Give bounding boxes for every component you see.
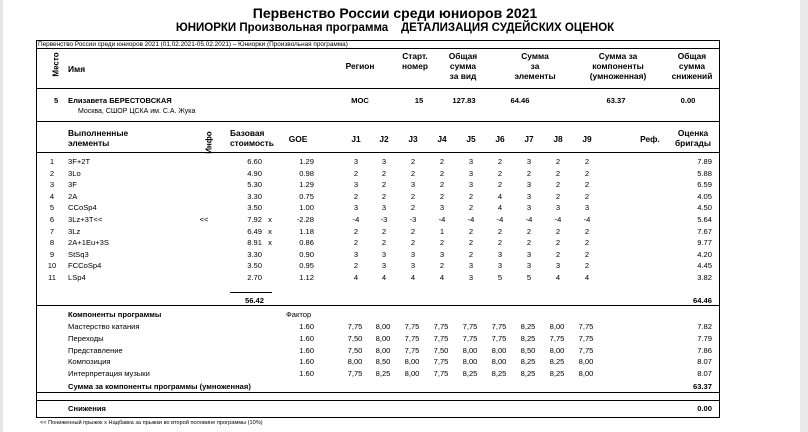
component-judge-score: 7,75: [404, 345, 420, 355]
header-place: Место: [51, 52, 61, 77]
element-goe: 0.90: [299, 249, 314, 259]
element-goe: 1.00: [299, 203, 314, 213]
element-number: 8: [49, 238, 55, 248]
element-number: 4: [49, 191, 55, 201]
element-name: 3Lz+3T<<: [68, 215, 103, 224]
component-judge-score: 8,25: [520, 357, 536, 367]
element-number: 3: [49, 180, 55, 190]
element-judge-score: 2: [439, 157, 445, 166]
subtitle-program: ЮНИОРКИ Произвольная программа: [175, 22, 389, 34]
skater-deductions: 0.00: [680, 96, 696, 105]
element-base-value: 3.30: [247, 249, 262, 259]
component-name: Интерпретация музыки: [68, 369, 150, 379]
element-judge-score: 3: [555, 203, 561, 213]
element-info: <<: [199, 215, 209, 224]
element-judge-score: -4: [496, 215, 504, 224]
component-name: Композиция: [68, 357, 111, 367]
footnote: << Пониженный прыжок x Надбавка за прыжки во второй половине программы (10%): [40, 420, 263, 426]
element-panel-score: 4.20: [697, 249, 712, 259]
element-panel-score: 6.59: [697, 180, 712, 190]
element-judge-score: 2: [555, 180, 561, 190]
deductions-label: Снижения: [68, 404, 106, 413]
divider: [36, 305, 720, 306]
element-judge-score: 3: [468, 273, 474, 282]
element-base-value: 3.50: [247, 261, 262, 271]
element-judge-score: 2: [381, 226, 387, 236]
element-bonus-mark: x: [268, 226, 272, 236]
element-name: 2A: [68, 191, 78, 201]
component-panel-score: 7.79: [697, 333, 712, 343]
element-panel-score: 4.45: [697, 261, 712, 271]
component-panel-score: 7.86: [697, 345, 712, 355]
header-base-value: Базовая стоимость: [230, 128, 274, 148]
judge-header: J6: [495, 134, 505, 144]
element-base-value: 6.60: [247, 157, 262, 166]
element-judge-score: 2: [353, 261, 359, 271]
element-goe: 1.12: [299, 273, 314, 282]
element-judge-score: 2: [526, 168, 532, 178]
header-info: Инфо: [204, 131, 214, 154]
element-judge-score: 2: [555, 238, 561, 248]
element-base-value: 7.92: [247, 215, 262, 224]
components-title: Компоненты программы: [68, 310, 162, 319]
element-panel-score: 3.82: [697, 273, 712, 282]
element-judge-score: -4: [467, 215, 475, 224]
component-judge-score: 7,75: [549, 333, 565, 343]
element-judge-score: 2: [439, 191, 445, 201]
component-judge-score: 7,75: [433, 369, 449, 379]
element-judge-score: 3: [381, 249, 387, 259]
component-factor: 1.60: [299, 369, 314, 379]
element-base-value: 8.91: [247, 238, 262, 248]
element-judge-score: 2: [584, 191, 590, 201]
element-goe: -2.28: [296, 215, 314, 224]
element-judge-score: 1: [439, 226, 445, 236]
element-judge-score: 2: [410, 238, 416, 248]
component-judge-score: 8,00: [549, 345, 565, 355]
element-judge-score: 5: [526, 273, 532, 282]
element-judge-score: 2: [555, 191, 561, 201]
element-name: 2A+1Eu+3S: [68, 238, 109, 248]
element-goe: 0.86: [299, 238, 314, 248]
element-judge-score: -3: [409, 215, 417, 224]
component-judge-score: 7,50: [347, 345, 363, 355]
header-region: Регион: [345, 61, 375, 71]
element-judge-score: 2: [584, 157, 590, 166]
element-panel-score: 9.77: [697, 238, 712, 248]
component-name: Мастерство катания: [68, 322, 140, 331]
element-goe: 1.29: [299, 180, 314, 190]
subtitle-report: ДЕТАЛИЗАЦИЯ СУДЕЙСКИХ ОЦЕНОК: [400, 22, 615, 34]
element-judge-score: -3: [380, 215, 388, 224]
element-judge-score: 3: [468, 157, 474, 166]
element-judge-score: 2: [555, 226, 561, 236]
element-judge-score: -4: [583, 215, 591, 224]
element-judge-score: 3: [381, 157, 387, 166]
component-judge-score: 8,00: [462, 357, 478, 367]
component-judge-score: 8,50: [520, 345, 536, 355]
component-judge-score: 7,75: [462, 322, 478, 331]
element-judge-score: -4: [438, 215, 446, 224]
element-judge-score: 2: [584, 238, 590, 248]
component-judge-score: 8,00: [375, 333, 391, 343]
component-name: Переходы: [68, 333, 104, 343]
component-judge-score: 7,75: [491, 322, 507, 331]
element-judge-score: 2: [381, 238, 387, 248]
element-judge-score: 2: [468, 249, 474, 259]
divider: [230, 292, 272, 293]
element-bonus-mark: x: [268, 238, 272, 248]
element-judge-score: 4: [497, 203, 503, 213]
element-judge-score: 2: [410, 203, 416, 213]
component-judge-score: 8,25: [375, 369, 391, 379]
skater-pcs: 63.37: [606, 96, 626, 105]
skater-club: Москва, СШОР ЦСКА им. С.А. Жука: [78, 108, 196, 115]
judge-header: J3: [408, 134, 418, 144]
element-judge-score: 2: [439, 261, 445, 271]
component-judge-score: 8,00: [491, 357, 507, 367]
header-deductions: Общая сумма снижений: [671, 51, 713, 81]
component-judge-score: 7,75: [433, 333, 449, 343]
divider: [36, 48, 720, 49]
element-judge-score: 2: [468, 191, 474, 201]
element-judge-score: 2: [497, 226, 503, 236]
judge-header: J8: [553, 134, 563, 144]
divider: [36, 88, 720, 89]
deductions-value: 0.00: [697, 404, 712, 413]
component-judge-score: 8,00: [404, 357, 420, 367]
element-judge-score: 3: [353, 249, 359, 259]
component-factor: 1.60: [299, 345, 314, 355]
page-edge-left: [0, 0, 3, 432]
element-name: 3Lo: [68, 168, 81, 178]
element-judge-score: 3: [410, 261, 416, 271]
element-judge-score: 4: [439, 273, 445, 282]
elements-total-base: 56.42: [244, 296, 264, 305]
element-judge-score: 2: [468, 238, 474, 248]
element-judge-score: 4: [497, 191, 503, 201]
component-judge-score: 8,00: [375, 322, 391, 331]
element-judge-score: 3: [526, 249, 532, 259]
element-name: 3Lz: [68, 226, 81, 236]
element-judge-score: -4: [525, 215, 533, 224]
component-judge-score: 8,00: [491, 345, 507, 355]
element-judge-score: 4: [381, 273, 387, 282]
element-judge-score: 2: [353, 238, 359, 248]
header-panel-score: Оценка бригады: [674, 128, 712, 148]
element-panel-score: 5.88: [697, 168, 712, 178]
element-name: StSq3: [68, 249, 89, 259]
element-judge-score: 3: [526, 157, 532, 166]
component-judge-score: 7,50: [347, 333, 363, 343]
component-judge-score: 7,75: [433, 322, 449, 331]
element-name: FCCoSp4: [68, 261, 102, 271]
component-judge-score: 8,25: [520, 333, 536, 343]
element-panel-score: 7.89: [697, 157, 712, 166]
element-judge-score: 3: [468, 261, 474, 271]
element-judge-score: 2: [381, 168, 387, 178]
component-judge-score: 7,75: [347, 322, 363, 331]
element-judge-score: 2: [410, 191, 416, 201]
judge-header: J9: [582, 134, 592, 144]
page-subtitle: [0, 22, 790, 34]
element-judge-score: 2: [555, 168, 561, 178]
element-judge-score: 3: [439, 203, 445, 213]
skater-place: 5: [54, 96, 59, 105]
element-judge-score: 3: [353, 157, 359, 166]
element-base-value: 6.49: [247, 226, 262, 236]
component-judge-score: 8,25: [549, 357, 565, 367]
element-number: 11: [48, 273, 56, 282]
skater-total-score: 127.83: [452, 96, 476, 105]
component-judge-score: 8,00: [578, 357, 594, 367]
component-judge-score: 8,00: [462, 345, 478, 355]
element-judge-score: 2: [584, 261, 590, 271]
component-factor: 1.60: [299, 333, 314, 343]
components-total: 63.37: [692, 382, 712, 391]
component-factor: 1.60: [299, 357, 314, 367]
header-tes: Сумма за элементы: [514, 51, 556, 81]
component-judge-score: 8,00: [549, 322, 565, 331]
elements-total-score: 64.46: [692, 296, 712, 305]
component-judge-score: 7,75: [491, 333, 507, 343]
element-judge-score: 3: [439, 249, 445, 259]
component-judge-score: 8,00: [375, 345, 391, 355]
header-pcs: Сумма за компоненты (умноженная): [589, 51, 647, 81]
element-judge-score: 2: [526, 238, 532, 248]
element-judge-score: 2: [555, 157, 561, 166]
element-judge-score: 2: [439, 180, 445, 190]
element-name: LSp4: [68, 273, 86, 282]
judge-header: J4: [437, 134, 447, 144]
element-judge-score: 3: [468, 168, 474, 178]
element-judge-score: 2: [381, 191, 387, 201]
element-judge-score: 4: [353, 273, 359, 282]
element-judge-score: 2: [353, 226, 359, 236]
component-judge-score: 7,75: [404, 333, 420, 343]
component-judge-score: 7,75: [433, 357, 449, 367]
element-judge-score: 2: [468, 203, 474, 213]
element-judge-score: 2: [497, 180, 503, 190]
judge-header: J5: [466, 134, 476, 144]
element-base-value: 4.90: [247, 168, 262, 178]
component-judge-score: 7,75: [578, 345, 594, 355]
element-judge-score: 2: [584, 249, 590, 259]
component-judge-score: 7,75: [404, 322, 420, 331]
element-judge-score: 3: [526, 203, 532, 213]
header-tss: Общая сумма за вид: [448, 51, 478, 81]
element-number: 9: [49, 249, 55, 259]
element-judge-score: 4: [555, 273, 561, 282]
component-panel-score: 8.07: [697, 357, 712, 367]
element-name: CCoSp4: [68, 203, 97, 213]
element-judge-score: 4: [584, 273, 590, 282]
component-panel-score: 8.07: [697, 369, 712, 379]
element-judge-score: 2: [439, 168, 445, 178]
divider: [36, 152, 720, 153]
element-judge-score: 3: [410, 249, 416, 259]
header-name: Имя: [68, 64, 86, 74]
element-goe: 1.29: [299, 157, 314, 166]
element-goe: 1.18: [299, 226, 314, 236]
element-judge-score: 2: [410, 157, 416, 166]
element-judge-score: 3: [381, 261, 387, 271]
element-judge-score: 2: [584, 180, 590, 190]
component-judge-score: 8,25: [520, 369, 536, 379]
component-factor: 1.60: [299, 322, 314, 331]
element-name: 3F: [68, 180, 77, 190]
element-number: 10: [47, 261, 57, 271]
element-judge-score: 2: [468, 226, 474, 236]
component-judge-score: 8,25: [520, 322, 536, 331]
element-judge-score: 2: [353, 168, 359, 178]
element-judge-score: 3: [468, 180, 474, 190]
element-panel-score: 7.67: [697, 226, 712, 236]
element-judge-score: -4: [554, 215, 562, 224]
element-number: 7: [49, 226, 55, 236]
element-judge-score: 3: [555, 261, 561, 271]
element-judge-score: 2: [353, 191, 359, 201]
element-judge-score: 2: [584, 168, 590, 178]
component-judge-score: 8,25: [549, 369, 565, 379]
element-base-value: 2.70: [247, 273, 262, 282]
element-goe: 0.95: [299, 261, 314, 271]
element-judge-score: 3: [381, 203, 387, 213]
event-line: Первенство России среди юниоров 2021 (01.02.2021-05.02.2021) – Юниорки (Произвольная программа): [38, 41, 348, 48]
component-judge-score: 7,75: [462, 333, 478, 343]
element-judge-score: 2: [584, 226, 590, 236]
element-judge-score: 3: [497, 249, 503, 259]
element-judge-score: 2: [439, 238, 445, 248]
components-factor-header: Фактор: [286, 310, 312, 319]
component-judge-score: 8,00: [578, 369, 594, 379]
component-judge-score: 8,00: [404, 369, 420, 379]
element-judge-score: 5: [497, 273, 503, 282]
element-judge-score: 3: [497, 261, 503, 271]
element-judge-score: 2: [497, 157, 503, 166]
element-bonus-mark: x: [268, 215, 272, 224]
element-number: 5: [49, 203, 55, 213]
element-judge-score: 3: [353, 180, 359, 190]
header-goe: GOE: [288, 134, 308, 144]
component-judge-score: 7,50: [433, 345, 449, 355]
header-referee: Реф.: [640, 134, 660, 144]
element-base-value: 5.30: [247, 180, 262, 190]
judge-header: J2: [379, 134, 389, 144]
element-judge-score: 2: [526, 226, 532, 236]
components-total-label: Сумма за компоненты программы (умноженная): [68, 382, 251, 391]
element-judge-score: 3: [526, 180, 532, 190]
element-number: 1: [49, 157, 55, 166]
element-judge-score: -4: [352, 215, 360, 224]
element-judge-score: 2: [497, 238, 503, 248]
element-panel-score: 5.64: [697, 215, 712, 224]
element-number: 6: [49, 215, 55, 224]
element-goe: 0.98: [299, 168, 314, 178]
element-judge-score: 3: [584, 203, 590, 213]
component-judge-score: 8,25: [462, 369, 478, 379]
divider: [36, 121, 720, 122]
element-judge-score: 3: [526, 261, 532, 271]
element-judge-score: 2: [381, 180, 387, 190]
skater-name: Елизавета БЕРЕСТОВСКАЯ: [68, 96, 172, 105]
skater-start-number: 15: [414, 96, 424, 105]
element-judge-score: 2: [497, 168, 503, 178]
header-start: Старт. номер: [401, 51, 429, 71]
page-edge-right: [800, 0, 808, 432]
element-goe: 0.75: [299, 191, 314, 201]
component-judge-score: 8,25: [491, 369, 507, 379]
element-judge-score: 3: [410, 180, 416, 190]
component-panel-score: 7.82: [697, 322, 712, 331]
skater-region: МОС: [351, 96, 369, 105]
element-judge-score: 4: [410, 273, 416, 282]
element-base-value: 3.30: [247, 191, 262, 201]
judge-header: J1: [351, 134, 361, 144]
component-judge-score: 7,75: [578, 322, 594, 331]
header-executed-elements: Выполненные элементы: [68, 128, 129, 148]
element-panel-score: 4.50: [697, 203, 712, 213]
element-judge-score: 2: [410, 226, 416, 236]
element-judge-score: 2: [555, 249, 561, 259]
component-name: Представление: [68, 345, 123, 355]
element-judge-score: 3: [526, 191, 532, 201]
component-judge-score: 7,75: [578, 333, 594, 343]
element-panel-score: 4.05: [697, 191, 712, 201]
element-judge-score: 3: [353, 203, 359, 213]
divider: [36, 392, 720, 393]
skater-tes: 64.46: [510, 96, 530, 105]
element-base-value: 3.50: [247, 203, 262, 213]
component-judge-score: 8,00: [347, 357, 363, 367]
component-judge-score: 8,50: [375, 357, 391, 367]
component-judge-score: 7,75: [347, 369, 363, 379]
divider: [36, 400, 720, 401]
element-number: 2: [49, 168, 55, 178]
element-judge-score: 2: [410, 168, 416, 178]
judge-header: J7: [524, 134, 534, 144]
page-title: Первенство России среди юниоров 2021: [252, 5, 538, 21]
element-name: 3F+2T: [68, 157, 91, 166]
